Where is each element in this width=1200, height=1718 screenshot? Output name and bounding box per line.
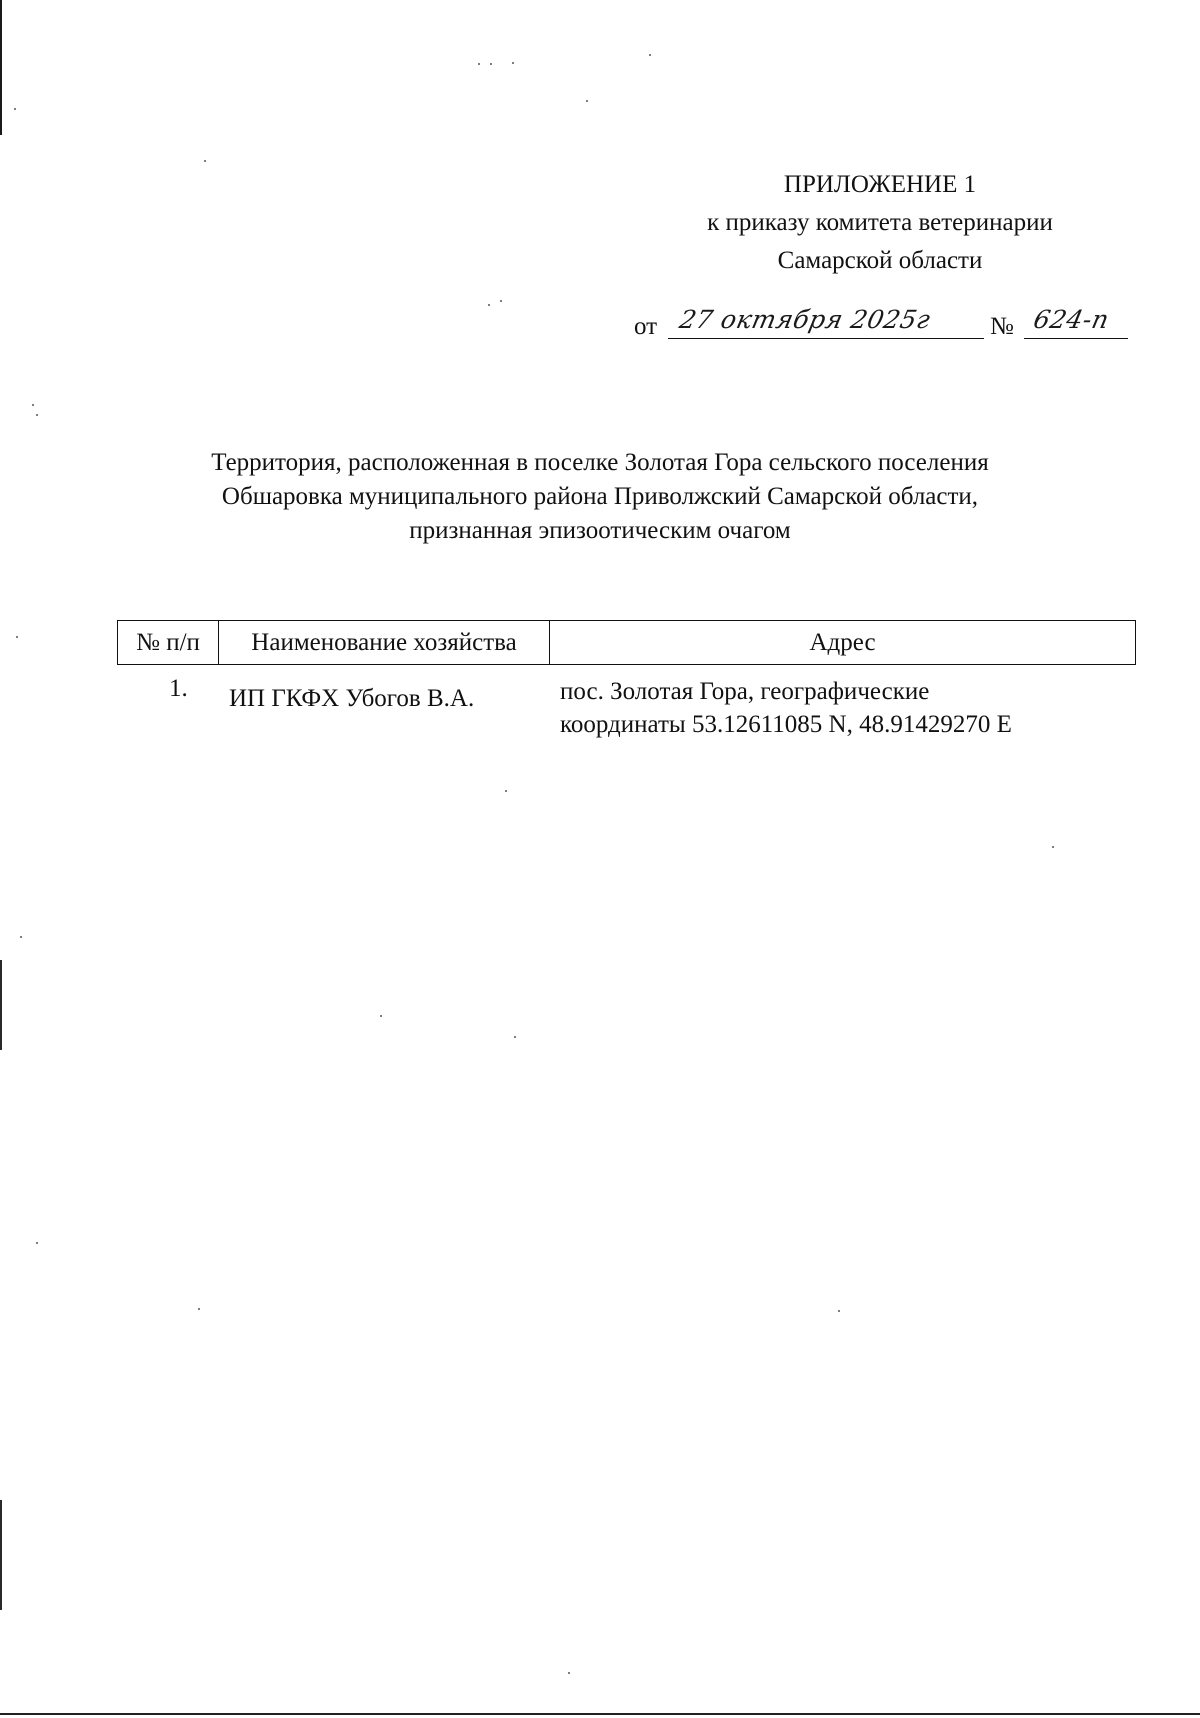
- column-header-number: № п/п: [118, 621, 219, 664]
- number-underline: [1024, 338, 1128, 339]
- scan-speck: [204, 160, 206, 162]
- farms-table: [117, 620, 1136, 745]
- scan-speck: [500, 300, 502, 302]
- row-number: 1.: [169, 675, 188, 702]
- scan-speck: [14, 108, 16, 110]
- scan-speck: [490, 63, 492, 65]
- scan-speck: [36, 1242, 38, 1244]
- scan-edge-artifact: [0, 0, 2, 135]
- appendix-reference: к приказу комитета ветеринарии: [707, 209, 1053, 236]
- scan-speck: [512, 62, 514, 64]
- scan-speck: [36, 414, 38, 416]
- table-header-row: [117, 620, 1136, 665]
- scan-speck: [586, 100, 588, 102]
- date-underline: [668, 338, 984, 339]
- scan-edge-artifact: [0, 960, 2, 1050]
- scan-speck: [1052, 846, 1054, 848]
- scan-speck: [32, 404, 34, 406]
- appendix-heading: ПРИЛОЖЕНИЕ 1: [783, 171, 977, 198]
- scan-speck: [649, 54, 651, 56]
- scan-speck: [514, 1036, 516, 1038]
- title-line-1: Территория, расположенная в поселке Золотая Гора сельского поселения: [211, 449, 989, 476]
- handwritten-order-date: 27 октября 2025г: [676, 305, 934, 334]
- title-line-2: Обшаровка муниципального района Приволжский Самарской области,: [221, 483, 979, 510]
- scan-speck: [838, 1310, 840, 1312]
- order-number-label: №: [990, 313, 1014, 340]
- scan-speck: [488, 304, 490, 306]
- approval-block: [660, 166, 1100, 280]
- scan-speck: [380, 1015, 382, 1017]
- appendix-region: Самарской области: [777, 247, 983, 274]
- order-date-number-line: [634, 305, 1134, 345]
- scan-speck: [16, 636, 18, 638]
- handwritten-order-number: 624-п: [1030, 305, 1112, 334]
- title-line-3: признанная эпизоотическим очагом: [409, 517, 791, 544]
- column-header-address: Адрес: [809, 628, 876, 656]
- document-title: [140, 446, 1060, 548]
- scan-speck: [568, 1672, 570, 1674]
- farm-name: ИП ГКФХ Убогов В.А.: [229, 685, 475, 712]
- table-row: [117, 665, 1136, 745]
- scan-speck: [198, 1308, 200, 1310]
- scan-edge-artifact: [0, 1500, 2, 1610]
- farm-address: [560, 675, 1012, 741]
- address-line-2: координаты 53.12611085 N, 48.91429270 E: [560, 711, 1012, 738]
- scan-speck: [478, 63, 480, 65]
- scan-speck: [20, 936, 22, 938]
- address-line-1: пос. Золотая Гора, географические: [560, 678, 930, 705]
- scan-speck: [505, 790, 507, 792]
- order-from-label: от: [634, 313, 658, 340]
- scan-edge-artifact: [0, 1713, 1200, 1715]
- column-header-farm-name: Наименование хозяйства: [219, 621, 550, 664]
